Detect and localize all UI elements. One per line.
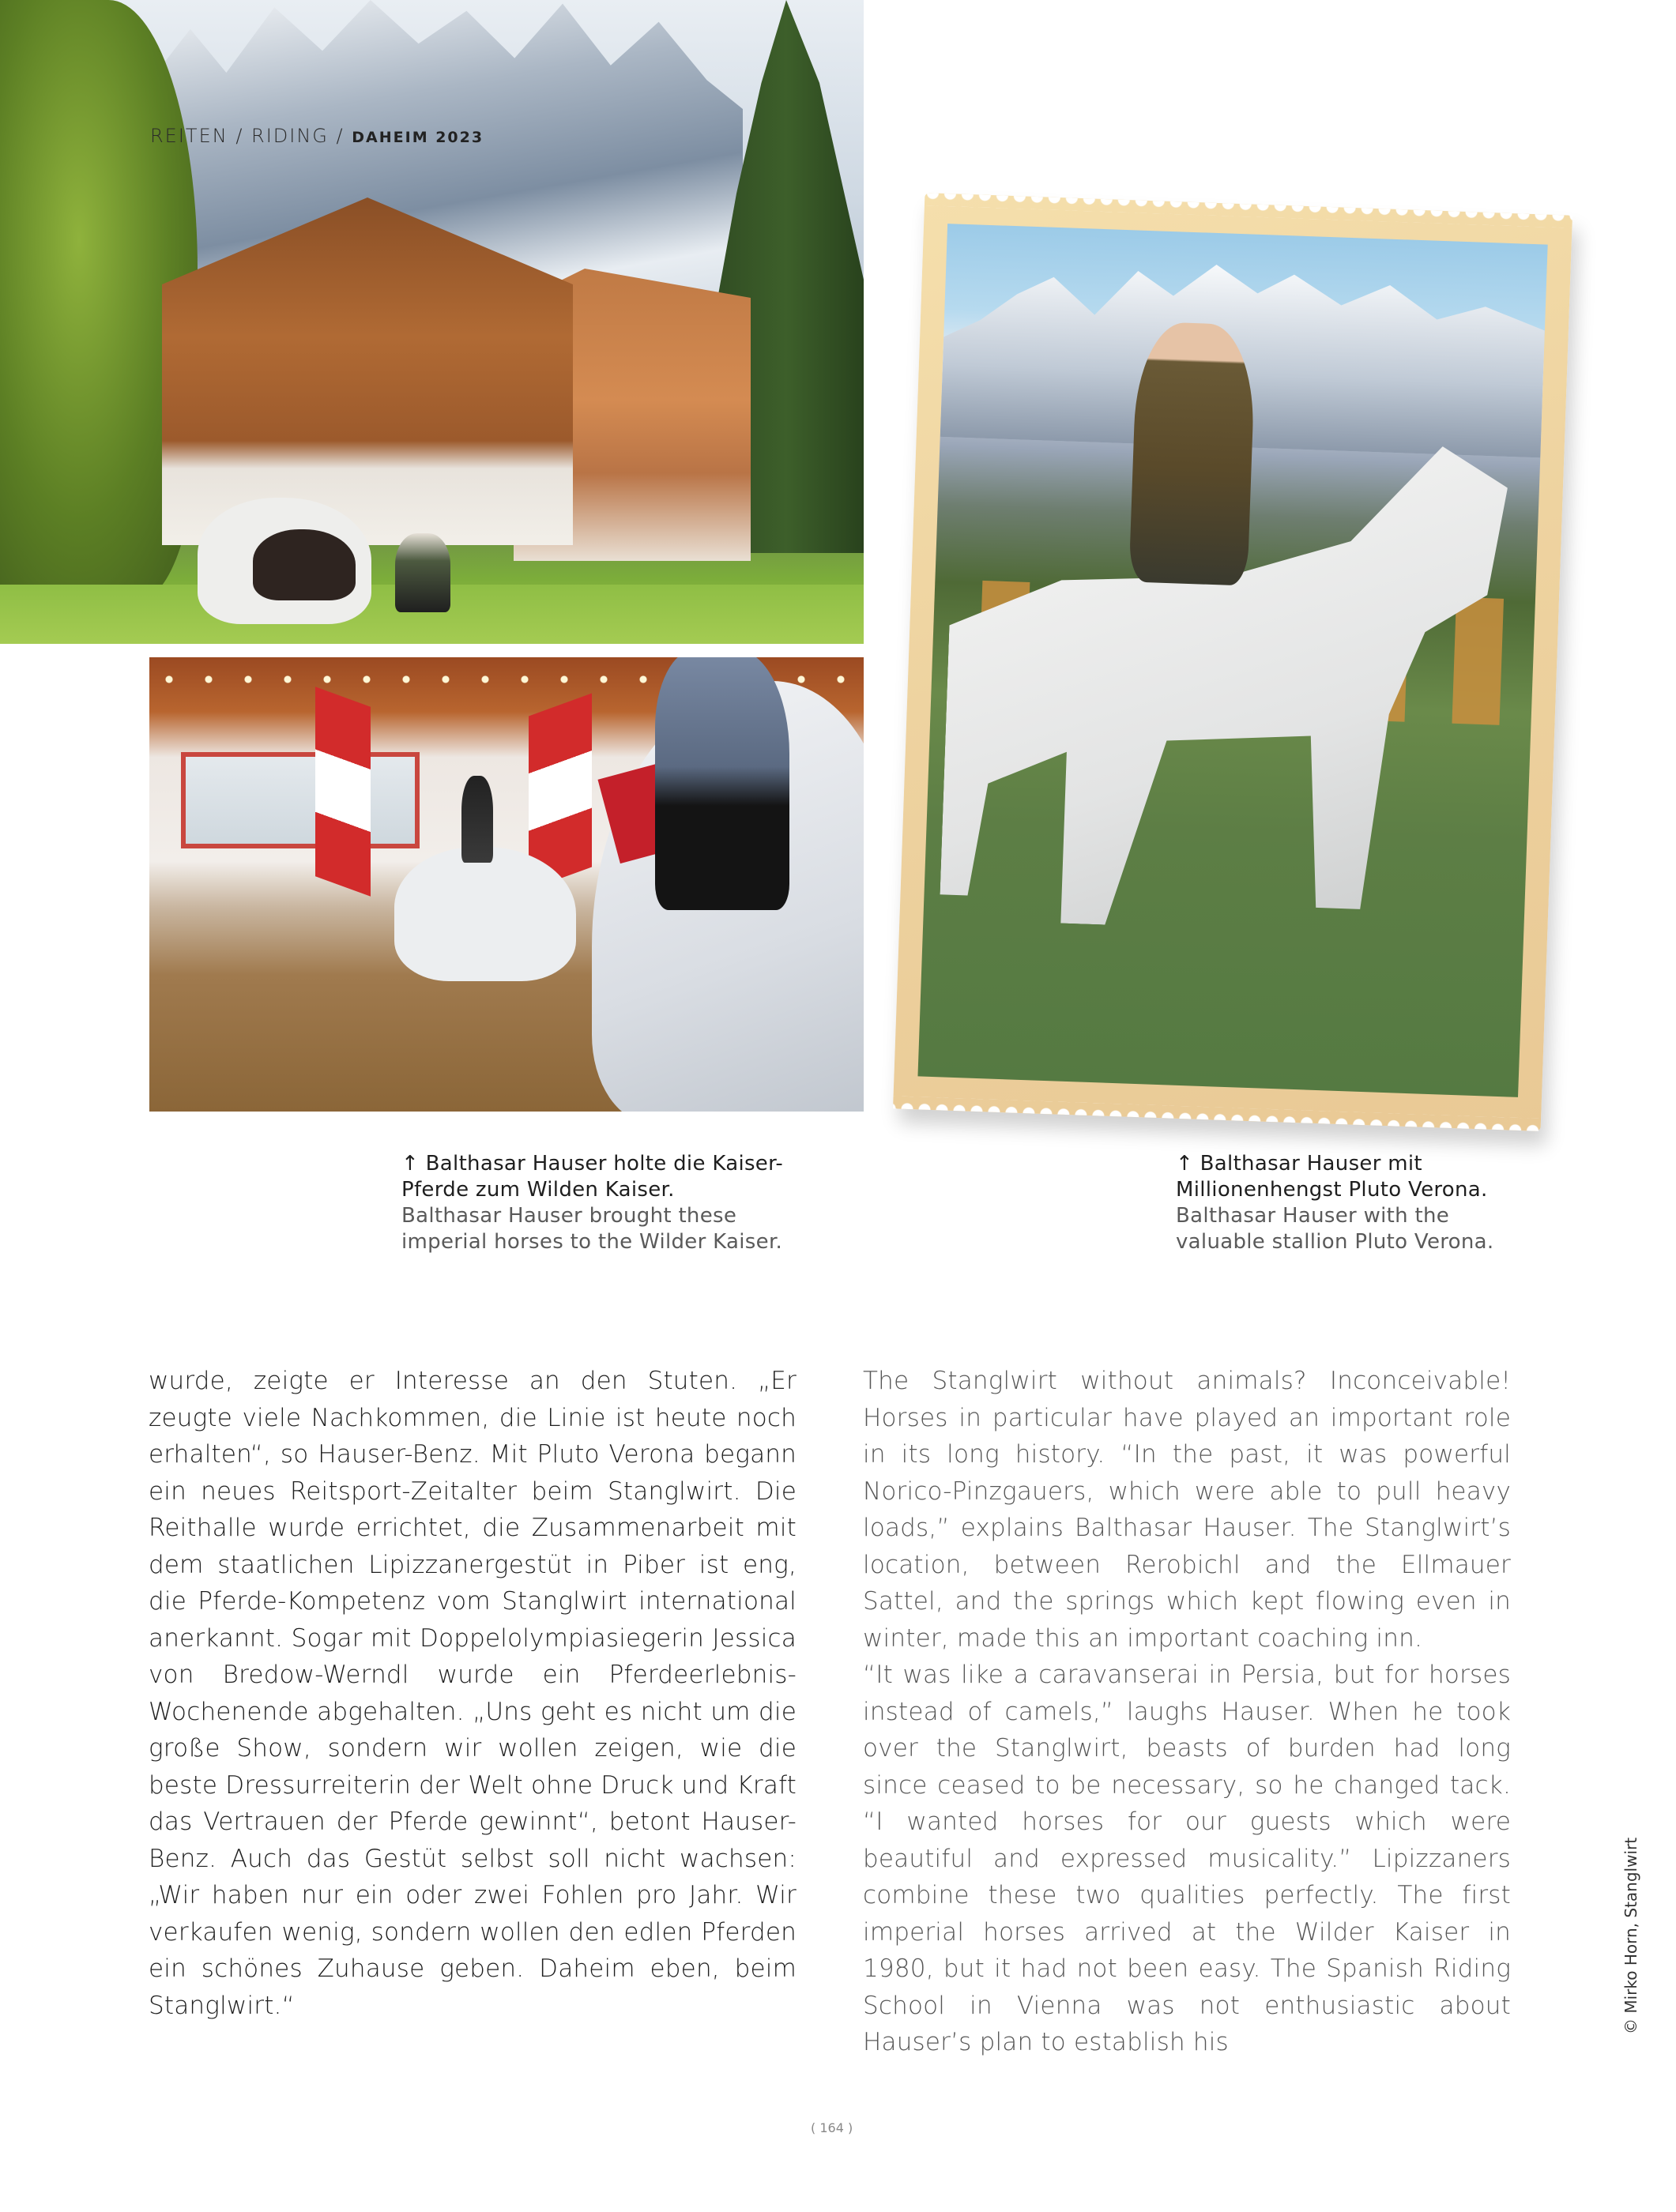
vintage-photo [917,224,1547,1097]
photo-credit: © Mirko Horn, Stanglwirt [1621,1837,1640,2034]
caption-english: Balthasar Hauser brought these imperial horses to the Wilder Kaiser. [401,1204,783,1254]
photo-caption-left [401,1151,812,1255]
kneeling-man-graphic [395,533,450,612]
foal-graphic [253,529,356,600]
page-number: ( 164 ) [811,2120,853,2135]
rider-graphic [461,776,493,863]
article-column-german [149,1363,797,2024]
rider-graphic [655,657,789,910]
rider-graphic [1128,322,1256,586]
chalet-photo [0,0,864,644]
caption-german: Balthasar Hauser holte die Kaiser-Pferde zum Wilden Kaiser. [401,1152,784,1202]
caption-arrow-icon: ↑ [401,1152,420,1176]
riding-hall-photo [149,657,864,1112]
photo-caption-right [1176,1151,1531,1255]
lipizzaner-horse-graphic [394,847,576,981]
caption-arrow-icon: ↑ [1176,1152,1194,1176]
article-column-english [863,1363,1511,2061]
vintage-photo-frame [893,193,1572,1131]
article-paragraph: The Stanglwirt without animals? Inconceivable! Horses in particular have played an important role in its long history. “In the past, it was powerful Norico-Pinzgauers, which were able to pull heavy loads,” explains Balthasar Hauser. The Stanglwirt’s location, between Rerobichl and the Ellmauer Sattel, and the springs which kept flowing even in winter, made this an important coaching inn. [863,1367,1511,1653]
caption-english: Balthasar Hauser with the valuable stallion Pluto Verona. [1176,1204,1494,1254]
caption-german: Balthasar Hauser mit Millionenhengst Pluto Verona. [1176,1152,1488,1202]
austrian-flag-graphic [315,687,371,896]
hall-window-graphic [181,752,420,848]
publication-label: DAHEIM 2023 [352,129,484,146]
article-paragraph: “It was like a caravanserai in Persia, but for horses instead of camels,” laughs Hauser. When he took over the Stanglwirt, beasts of burden had long since ceased to be necessary, so he changed tack. “I wanted horses for our guests which were beautiful and expressed musicality.” Lipizzaners combine these two qualities perfectly. The first imperial horses arrived at the Wilder Kaiser in 1980, but it had not been easy. The Spanish Riding School in Vienna was not enthusiastic about Hauser’s plan to establish his [863,1661,1511,2056]
section-label: REITEN / RIDING / [150,125,345,147]
article-paragraph: wurde, zeigte er Interesse an den Stuten. „Er zeugte viele Nachkommen, die Linie ist heute noch erhalten“, so Hauser-Benz. Mit Pluto Verona begann ein neues Reitsport-Zeitalter beim Stanglwirt. Die Reithalle wurde errichtet, die Zusammenarbeit mit dem staatlichen Lipizzanergestüt in Piber ist eng, die Pferde-Kompetenz vom Stanglwirt international anerkannt. Sogar mit Doppelolympiasiegerin Jessica von Bredow-Werndl wurde ein Pferdeerlebnis-Wochenende abgehalten. „Uns geht es nicht um die große Show, sondern wir wollen zeigen, wie die beste Dressurreiterin der Welt ohne Druck und Kraft das Vertrauen der Pferde gewinnt“, betont Hauser-Benz. Auch das Gestüt selbst soll nicht wachsen: „Wir haben nur ein oder zwei Fohlen pro Jahr. Wir verkaufen wenig, sondern wollen den edlen Pferden ein schönes Zuhause geben. Daheim eben, beim Stanglwirt.“ [149,1367,797,2020]
section-kicker [150,125,484,147]
